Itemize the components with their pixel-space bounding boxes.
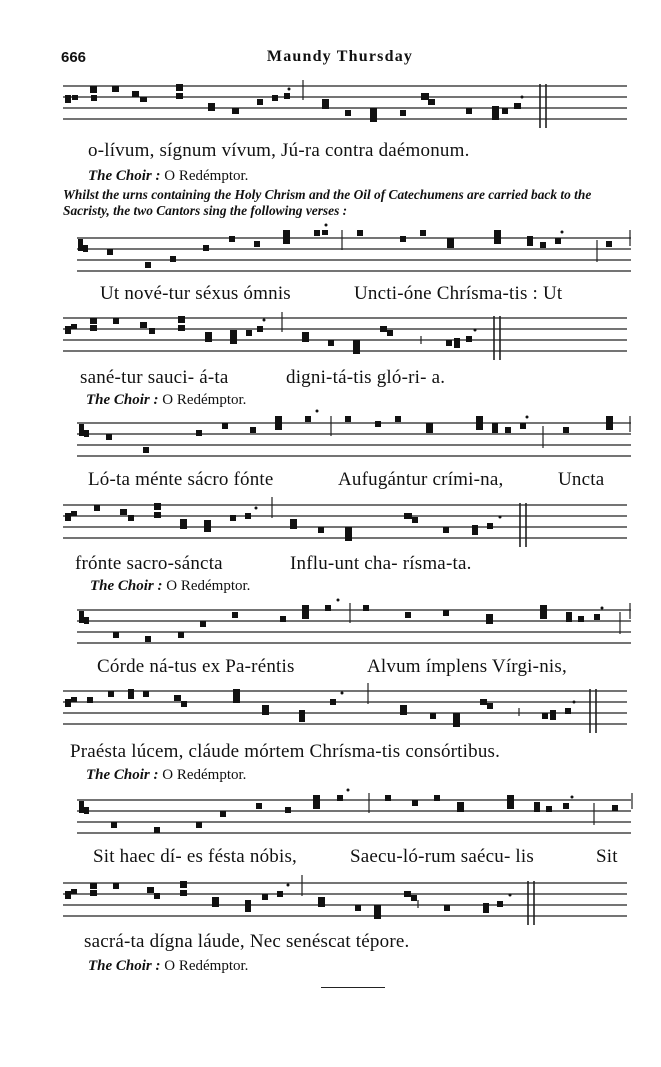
lyric-line-3b: digni-tá-tis gló-ri- a. xyxy=(286,367,446,388)
lyric-line-5a: frónte sacro-sáncta xyxy=(75,553,223,574)
choir-text: O Redémptor. xyxy=(162,767,247,783)
lyric-line-3a: sané-tur sauci- á-ta xyxy=(80,367,229,388)
end-rule xyxy=(321,987,385,988)
lyric-line-1: o-lívum, sígnum vívum, Jú-ra contra daémonum. xyxy=(88,140,470,161)
lyric-line-8a: Sit haec dí- es fésta nóbis, xyxy=(93,846,297,867)
choir-response-5 xyxy=(88,958,248,975)
rubric-text: Whilst the urns containing the Holy Chrism and the Oil of Catechumens are carried back to the Sacristy, the two Cantors sing the following verses : xyxy=(63,187,592,218)
running-title: Maundy Thursday xyxy=(266,48,414,65)
choir-label: The Choir : xyxy=(88,168,161,184)
choir-label: The Choir : xyxy=(90,578,163,594)
lyric-line-8c: Sit xyxy=(596,846,618,867)
choir-text: O Redémptor. xyxy=(166,578,251,594)
choir-text: O Redémptor. xyxy=(164,958,249,974)
lyric-line-5b: Influ-unt cha- rísma-ta. xyxy=(290,553,472,574)
lyric-line-8b: Saecu-ló-rum saécu- lis xyxy=(350,846,534,867)
choir-text: O Redémptor. xyxy=(162,392,247,408)
lyric-line-7: Praésta lúcem, cláude mórtem Chrísma-tis consórtibus. xyxy=(70,741,501,762)
choir-text: O Redémptor. xyxy=(164,168,249,184)
lyric-line-2b: Uncti-óne Chrísma-tis : Ut xyxy=(354,283,563,304)
lyric-line-6b: Alvum ímplens Vírgi-nis, xyxy=(367,656,567,677)
lyric-line-4c: Uncta xyxy=(558,469,605,490)
choir-label: The Choir : xyxy=(86,767,159,783)
choir-label: The Choir : xyxy=(86,392,159,408)
lyric-line-9: sacrá-ta dígna láude, Nec senéscat tépore. xyxy=(84,931,410,952)
lyric-line-6a: Córde ná-tus ex Pa-réntis xyxy=(97,656,295,677)
choir-label: The Choir : xyxy=(88,958,161,974)
lyric-line-2a: Ut nové-tur séxus ómnis xyxy=(100,283,291,304)
lyric-line-4a: Ló-ta ménte sácro fónte xyxy=(88,469,274,490)
lyric-line-4b: Aufugántur crími-na, xyxy=(338,469,504,490)
page-number: 666 xyxy=(61,49,87,66)
